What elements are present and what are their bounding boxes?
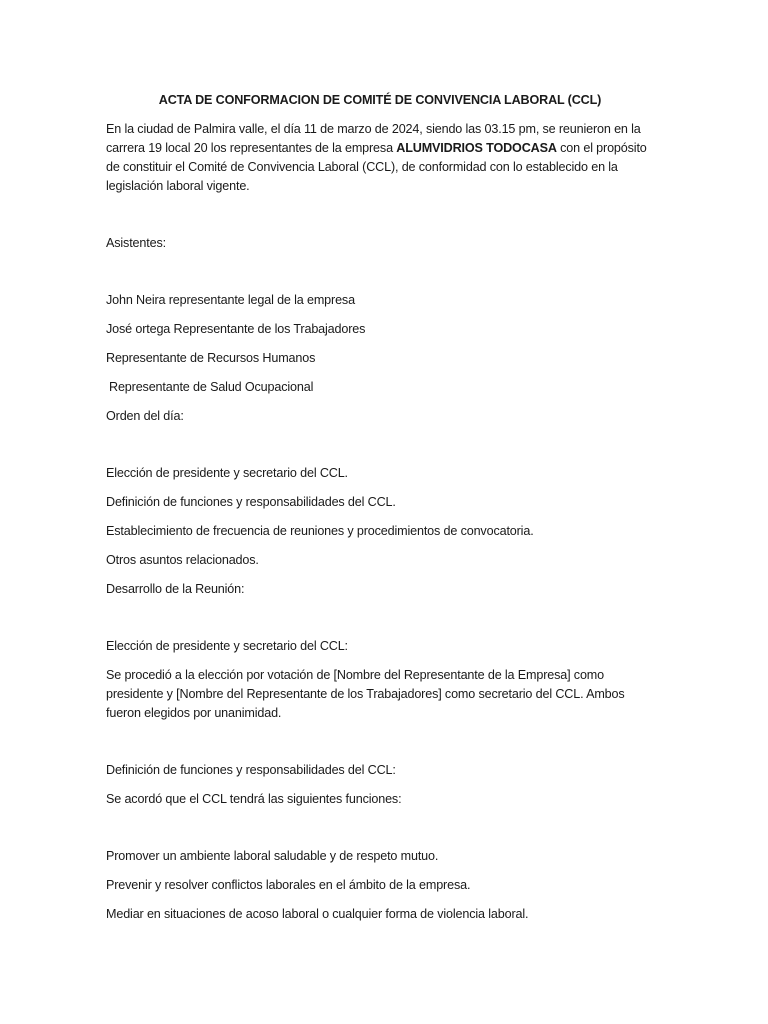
company-name: ALUMVIDRIOS TODOCASA bbox=[396, 141, 557, 155]
attendee-item: José ortega Representante de los Trabajadores bbox=[106, 322, 366, 336]
document-body bbox=[106, 91, 654, 934]
function-item: Mediar en situaciones de acoso laboral o cualquier forma de violencia laboral. bbox=[106, 907, 529, 921]
intro-text-after: con el propósito de constituir el Comité de Convivencia Laboral (CCL), de conformidad con lo establecido en la legislación laboral vigente. bbox=[106, 141, 647, 193]
development-heading: Desarrollo de la Reunión: bbox=[106, 582, 245, 596]
function-item: Promover un ambiente laboral saludable y de respeto mutuo. bbox=[106, 849, 439, 863]
section-body: Se procedió a la elección por votación de [Nombre del Representante de la Empresa] como presidente y [Nombre del Representante de los Trabajadores] como secretario del CCL. Ambos fueron elegidos por unanimidad. bbox=[106, 668, 625, 720]
section-heading: Definición de funciones y responsabilidades del CCL: bbox=[106, 763, 396, 777]
function-item: Prevenir y resolver conflictos laborales en el ámbito de la empresa. bbox=[106, 878, 471, 892]
attendee-item: John Neira representante legal de la empresa bbox=[106, 293, 355, 307]
section-heading: Elección de presidente y secretario del CCL: bbox=[106, 639, 348, 653]
attendee-item: Representante de Salud Ocupacional bbox=[109, 380, 314, 394]
attendee-item: Representante de Recursos Humanos bbox=[106, 351, 316, 365]
intro-text-before: En la ciudad de Palmira valle, el día 11 de marzo de 2024, siendo las 03.15 pm, se reunieron en la carrera 19 local 20 los representantes de la empresa bbox=[106, 122, 641, 155]
attendees-heading: Asistentes: bbox=[106, 236, 166, 250]
agenda-item: Elección de presidente y secretario del CCL. bbox=[106, 466, 348, 480]
agenda-item: Otros asuntos relacionados. bbox=[106, 553, 259, 567]
document-title: ACTA DE CONFORMACION DE COMITÉ DE CONVIVENCIA LABORAL (CCL) bbox=[158, 93, 602, 107]
agenda-item: Establecimiento de frecuencia de reuniones y procedimientos de convocatoria. bbox=[106, 524, 534, 538]
intro-paragraph bbox=[106, 120, 654, 196]
agenda-item: Definición de funciones y responsabilidades del CCL. bbox=[106, 495, 396, 509]
agenda-heading: Orden del día: bbox=[106, 409, 184, 423]
section-body: Se acordó que el CCL tendrá las siguientes funciones: bbox=[106, 792, 402, 806]
